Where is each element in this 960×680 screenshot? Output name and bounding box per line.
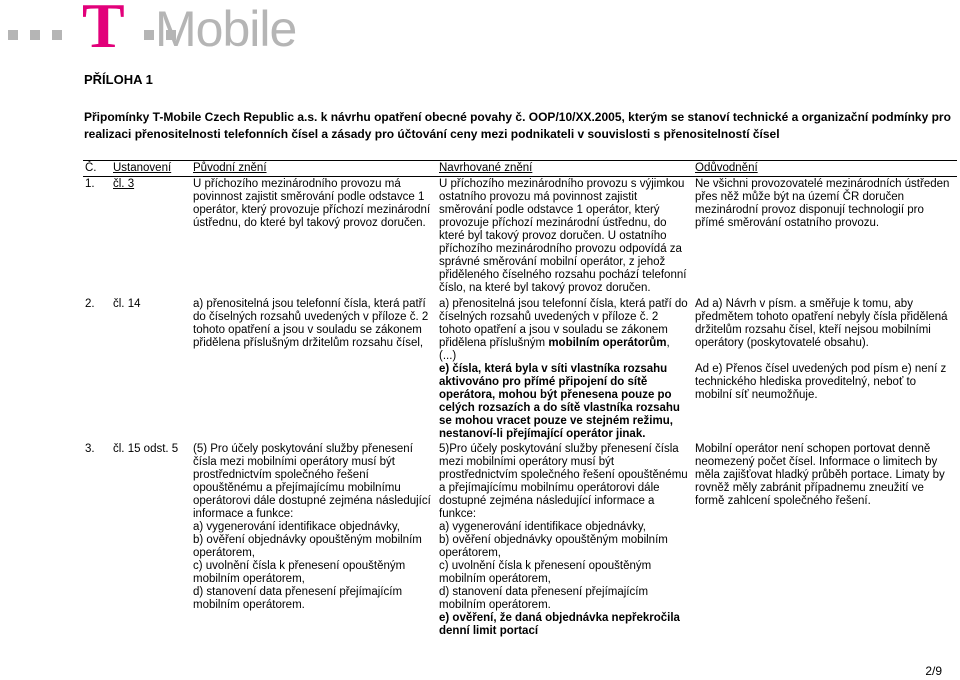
t-mobile-logo <box>0 0 420 60</box>
proposed-text <box>437 442 693 639</box>
original-text <box>191 442 437 639</box>
original-text: U příchozího mezinárodního provozu má povinnost zajistit směrování podle odstavce 1 operátor, který provozuje příchozí mezinárodní ústřednu, do které byl takový provoz doručen. <box>193 178 431 229</box>
justification-e: Ad e) Přenos čísel uvedených pod písm e) není z technického hlediska proveditelný, neboť to mobilní síť neumožňuje. <box>695 363 947 401</box>
table-row <box>83 297 957 442</box>
table-row <box>83 442 957 639</box>
page-number: 2/9 <box>925 664 942 678</box>
justification-text <box>693 297 957 442</box>
proposed-text: U příchozího mezinárodního provozu s výjimkou ostatního provozu má povinnost zajistit směrování podle odstavce 1 operátor, který provozuje příchozí mezinárodní ústřednu, do které byl takový provoz doručen. U ostatního příchozího mezinárodního provozu odpovídá za správné směrování mobilní operátor, z jehož přiděleného číselného rozsahu pochází telefonní číslo, na které byl takový provoz doručen. <box>439 178 687 294</box>
row-number: 1. <box>85 178 95 190</box>
proposed-line: d) stanovení data přenesení přejímajícím mobilním operátorem. <box>439 586 649 611</box>
proposed-line-bold: e) ověření, že daná objednávka nepřekročila denní limit portací <box>439 612 680 637</box>
col-header-proposed: Navrhované znění <box>437 161 693 177</box>
original-text: a) přenositelná jsou telefonní čísla, která patří do číselných rozsahů uvedených v příloze č. 2 tohoto opatření a jsou v souladu se zákonem přidělena příslušným držitelům rozsahu čísel, <box>193 298 429 349</box>
col-header-original: Původní znění <box>191 161 437 177</box>
original-line: a) vygenerování identifikace objednávky, <box>193 521 400 533</box>
justification-text: Mobilní operátor není schopen portovat denně neomezený počet čísel. Informace o limitech by měla zajišťovat hladký průběh portace. Limaty by rovněž měly zabránit případnemu zneužití ve formě zahlcení společného řešení. <box>695 443 945 507</box>
original-line: c) uvolnění čísla k přenesení opouštěným mobilním operátorem, <box>193 560 406 585</box>
col-header-justification: Odůvodnění <box>693 161 957 177</box>
original-line: b) ověření objednávky opouštěným mobilním operátorem, <box>193 534 422 559</box>
row-number: 3. <box>85 443 95 455</box>
row-number: 2. <box>85 298 95 310</box>
proposed-text-e: e) čísla, která byla v síti vlastníka rozsahu aktivováno pro přímé připojení do sítě operátora, mohou být přenesena pouze po celých rozsazích a do sítě vlastníka rozsahu se mohou vracet pouze ve stejném režimu, nestanoví-li přejímající operátor jinak. <box>439 363 680 440</box>
proposed-line: a) vygenerování identifikace objednávky, <box>439 521 646 533</box>
logo-t-mark: T <box>82 0 125 61</box>
appendix-heading: PŘÍLOHA 1 <box>84 72 153 87</box>
provision: čl. 14 <box>113 298 141 310</box>
proposed-line: b) ověření objednávky opouštěným mobilním operátorem, <box>439 534 668 559</box>
original-line: (5) Pro účely poskytování služby přenesení čísla mezi mobilními operátory musí být prostřednictvím společného řešení opouštěnému a přejímajícímu mobilnímu operátorovi dále dostupné zejména následující informace a funkce: <box>193 443 431 520</box>
justification-a: Ad a) Návrh v písm. a směřuje k tomu, aby předmětem tohoto opatření nebyly čísla přidělená držitelům rozsahu čísel, kteří nejsou mobilními operátory (poskytovatelé obsahu). <box>695 298 948 349</box>
proposed-line: c) uvolnění čísla k přenesení opouštěným mobilním operátorem, <box>439 560 652 585</box>
table-row <box>83 177 957 298</box>
table-header-row <box>83 161 957 177</box>
original-line: d) stanovení data přenesení přejímajícím mobilním operátorem. <box>193 586 403 611</box>
intro-paragraph: Připomínky T-Mobile Czech Republic a.s. k návrhu opatření obecné povahy č. OOP/10/XX.2005, kterým se stanoví technické a organizační podmínky pro realizaci přenositelnosti telefonních čísel a zásady pro účtování ceny mezi podnikateli v souvislosti s přenositelností čísel <box>84 110 951 141</box>
proposed-text-bold: mobilním operátorům <box>548 337 667 349</box>
logo-brand-text: Mobile <box>155 1 297 57</box>
comments-table <box>83 160 957 639</box>
col-header-provision: Ustanovení <box>111 161 191 177</box>
proposed-text-a: a) přenositelná jsou telefonní čísla, která patří do číselných rozsahů uvedených v příloze č. 2 tohoto opatření a jsou v souladu se zákonem přidělena příslušným <box>439 298 688 349</box>
col-header-num: Č. <box>83 161 111 177</box>
justification-text: Ne všichni provozovatelé mezinárodních ústředen přes něž může být na území ČR doručen mezinárodní provoz disponují technologií pro přímé směrování ostatního provozu. <box>695 178 950 229</box>
provision: čl. 3 <box>113 178 135 190</box>
proposed-line: 5)Pro účely poskytování služby přenesení čísla mezi mobilními operátory musí být prostřednictvím společného řešení opouštěnému a přejímajícímu mobilnímu operátorovi dále dostupné zejména následující informace a funkce: <box>439 443 688 520</box>
proposed-text <box>437 297 693 442</box>
proposed-text-comma: , <box>666 337 670 349</box>
proposed-text-ellipsis: (...) <box>439 350 457 362</box>
provision: čl. 15 odst. 5 <box>113 443 179 455</box>
